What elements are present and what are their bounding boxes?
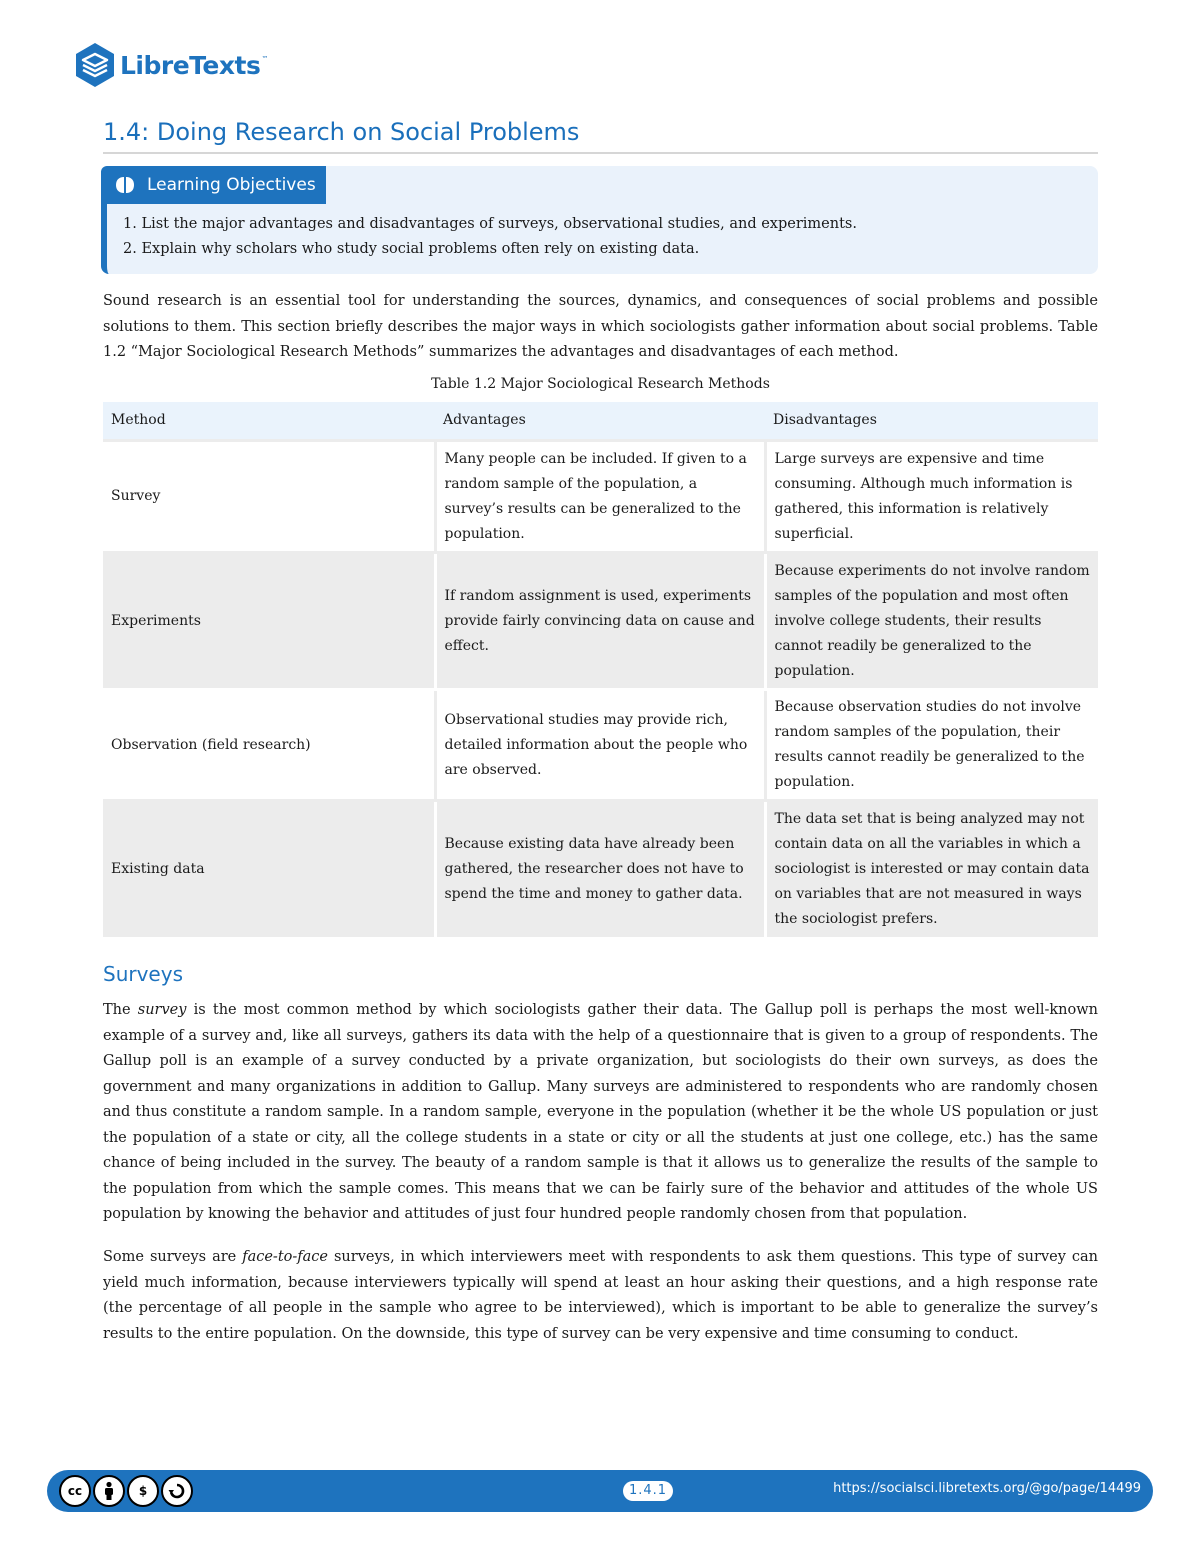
disadvantages-cell: The data set that is being analyzed may not contain data on all the variables in which a sociologist is interested or may contain data on variables that are not measured in ways the sociologist prefers.: [765, 801, 1098, 939]
surveys-paragraph-2: Some surveys are face-to-face surveys, in which interviewers meet with respondents to ask them questions. This type of survey can yield much information, because interviewers typically will spend at least an hour asking their questions, and a high response rate (the percentage of all people in the sample who agree to be interviewed), which is important to be able to generalize the survey’s results to the entire population. On the downside, this type of survey can be very expensive and time consuming to conduct.: [103, 1249, 1098, 1342]
research-methods-table: [103, 402, 1098, 940]
objective-item: 2. Explain why scholars who study social problems often rely on existing data.: [123, 241, 700, 257]
table-caption: Table 1.2 Major Sociological Research Methods: [431, 376, 770, 392]
page-url-link[interactable]: https://socialsci.libretexts.org/@go/page/14499: [833, 1481, 1141, 1496]
cc-license-badge[interactable]: [59, 1475, 193, 1507]
section-heading-surveys: Surveys: [103, 962, 183, 986]
term-survey: survey: [137, 1002, 187, 1018]
method-cell: Survey: [103, 441, 435, 553]
advantages-cell: Many people can be included. If given to a random sample of the population, a survey’s results can be generalized to the population.: [435, 441, 765, 553]
libretexts-logo-icon: [74, 42, 116, 88]
table-row: [103, 690, 1098, 801]
objectives-list: [123, 212, 857, 262]
table-row: [103, 801, 1098, 939]
libretexts-logo[interactable]: [74, 42, 268, 88]
disadvantages-cell: Large surveys are expensive and time consuming. Although much information is gathered, this information is relatively superficial.: [765, 441, 1098, 553]
advantages-cell: Because existing data have already been gathered, the researcher does not have to spend the time and money to gather data.: [435, 801, 765, 939]
method-cell: Existing data: [103, 801, 435, 939]
noncommercial-icon: $: [127, 1475, 159, 1507]
disadvantages-cell: Because observation studies do not involve random samples of the population, their results cannot readily be generalized to the population.: [765, 690, 1098, 801]
page-number: 1.4.1: [623, 1481, 673, 1501]
method-cell: Experiments: [103, 553, 435, 690]
table-header-row: [103, 402, 1098, 441]
learning-objectives-header[interactable]: [101, 166, 326, 204]
table-row: [103, 553, 1098, 690]
method-cell: Observation (field research): [103, 690, 435, 801]
logo-text: LibreTexts: [120, 50, 261, 80]
column-header-disadvantages: Disadvantages: [765, 402, 1098, 441]
learning-objectives-box: [101, 166, 1098, 274]
footer-bar: [47, 1470, 1153, 1512]
page-title: 1.4: Doing Research on Social Problems: [103, 118, 1098, 154]
advantages-cell: If random assignment is used, experiments provide fairly convincing data on cause and effect.: [435, 553, 765, 690]
cc-icon: cc: [59, 1475, 91, 1507]
intro-paragraph: Sound research is an essential tool for understanding the sources, dynamics, and consequences of social problems and possible solutions to them. This section briefly describes the major ways in which sociologists gather information about social problems. Table 1.2 “Major Sociological Research Methods” summarizes the advantages and disadvantages of each method.: [103, 293, 1098, 360]
column-header-advantages: Advantages: [435, 402, 765, 441]
attribution-icon: [93, 1475, 125, 1507]
advantages-cell: Observational studies may provide rich, detailed information about the people who are observed.: [435, 690, 765, 801]
objective-item: 1. List the major advantages and disadvantages of surveys, observational studies, and experiments.: [123, 216, 857, 232]
sharealike-icon: [161, 1475, 193, 1507]
learning-objectives-title: Learning Objectives: [147, 175, 316, 195]
brain-icon: [115, 176, 135, 194]
disadvantages-cell: Because experiments do not involve random samples of the population and most often involve college students, their results cannot readily be generalized to the population.: [765, 553, 1098, 690]
surveys-paragraph-1: The survey is the most common method by which sociologists gather their data. The Gallup poll is perhaps the most well-known example of a survey and, like all surveys, gathers its data with the help of a questionnaire that is given to a group of respondents. The Gallup poll is an example of a survey conducted by a private organization, but sociologists do their own surveys, as does the government and many organizations in addition to Gallup. Many surveys are administered to respondents who are randomly chosen and thus constitute a random sample. In a random sample, everyone in the population (whether it be the whole US population or just the population of a state or city, all the college students in a state or city or all the students at just one college, etc.) has the same chance of being included in the survey. The beauty of a random sample is that it allows us to generalize the results of the sample to the population from which the sample comes. This means that we can be fairly sure of the behavior and attitudes of the whole US population by knowing the behavior and attitudes of just four hundred people randomly chosen from that population.: [103, 1002, 1098, 1222]
column-header-method: Method: [103, 402, 435, 441]
term-face-to-face: face-to-face: [242, 1249, 328, 1265]
table-row: [103, 441, 1098, 553]
logo-trademark: ™: [261, 55, 269, 63]
